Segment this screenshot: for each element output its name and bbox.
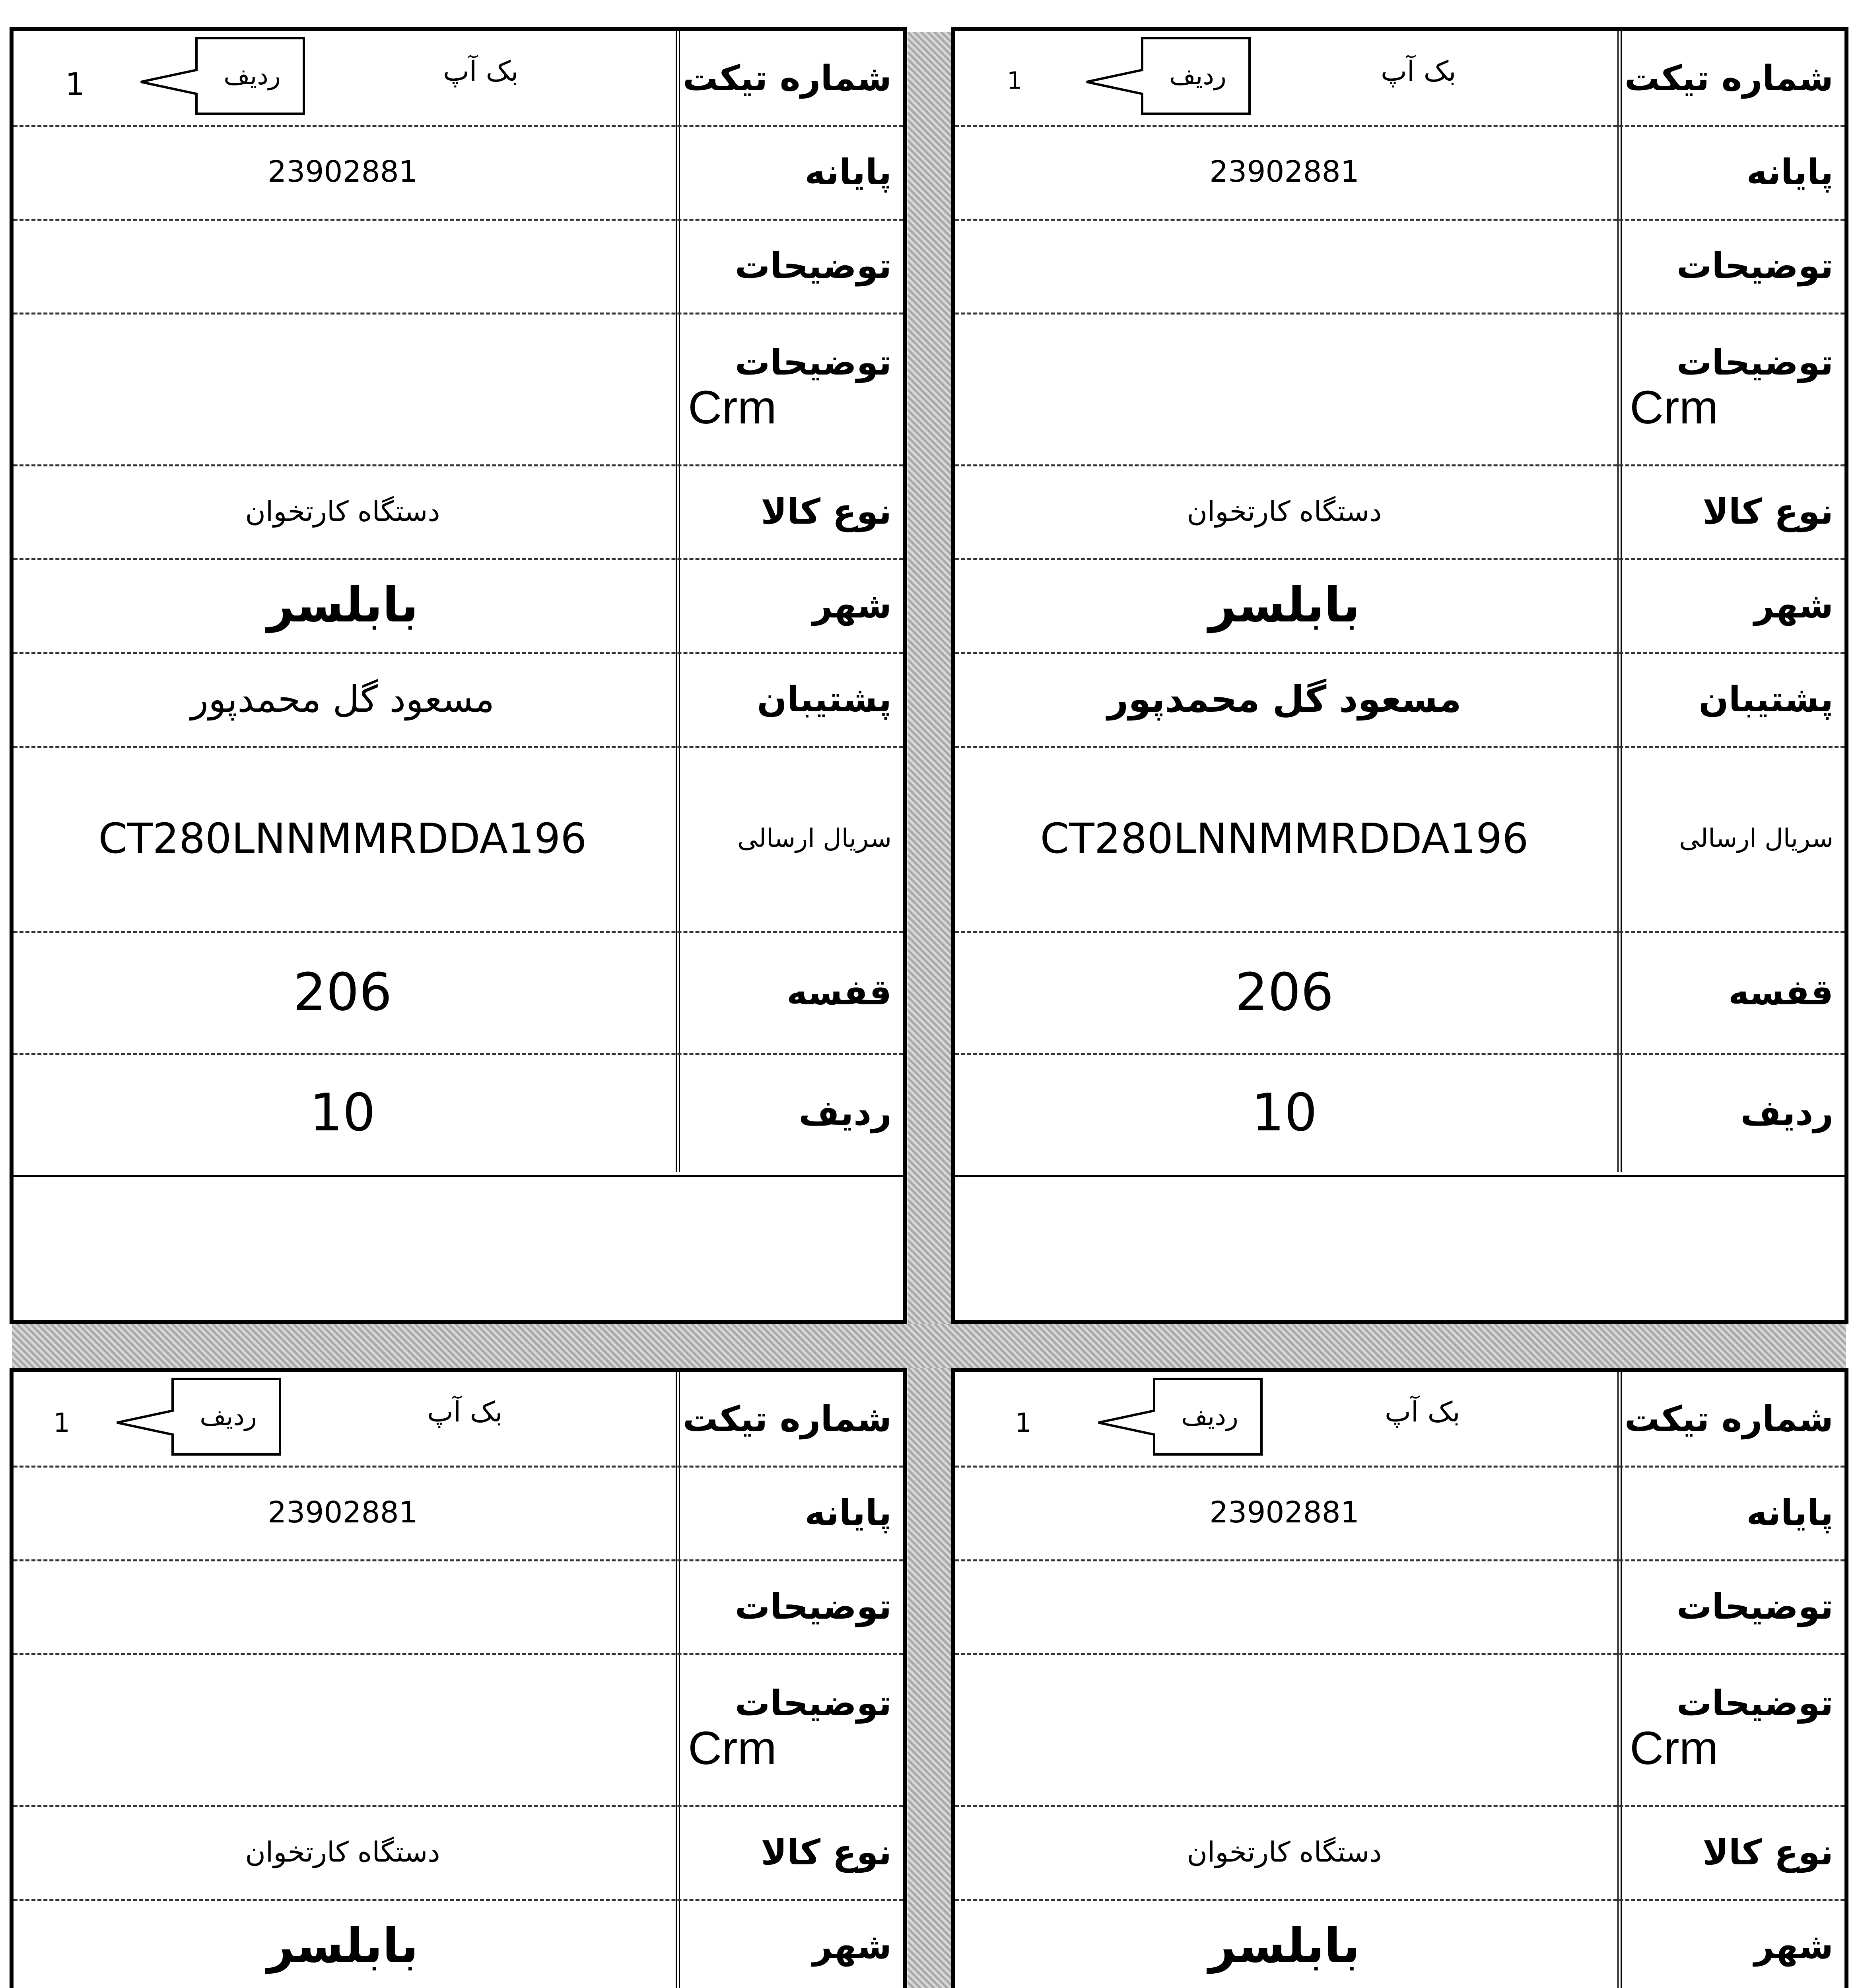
row-callout [117,34,308,118]
row-description [955,219,1844,315]
row-goods-type [14,1805,903,1901]
serial-value: CT280LNNMMRDDA196 [98,814,587,863]
row-crm-description [14,313,903,466]
label-ticket-number: شماره تیکت [1624,1398,1833,1439]
label-crm-description-line2: Crm [1630,381,1718,434]
cage-value: 206 [1235,962,1334,1022]
description-value [955,1559,1613,1653]
terminal-value: 23902881 [1209,1495,1359,1530]
serial-value: CT280LNNMMRDDA196 [1040,814,1529,863]
crm-description-value [14,313,672,464]
callout-label: ردیف [1169,61,1226,91]
row-serial [955,746,1844,933]
label-goods-type: نوع کالا [761,1831,892,1873]
terminal-value: 23902881 [1209,155,1359,189]
label-terminal: پایانه [805,151,892,192]
label-cage: قفسه [787,971,892,1013]
label-cage: قفسه [1728,971,1833,1013]
label-serial: سریال ارسالی [737,824,892,853]
label-serial: سریال ارسالی [1679,824,1833,853]
label-crm-description-line2: Crm [688,381,777,434]
callout-label: ردیف [200,1402,257,1431]
row-callout [93,1375,284,1458]
row-description [14,1559,903,1655]
background-divider-horizontal [12,1324,1846,1368]
terminal-value: 23902881 [268,155,418,189]
header-row-number: 1 [1015,1408,1032,1438]
row-goods-type [14,464,903,560]
row-terminal [955,1466,1844,1561]
row-city [14,558,903,654]
crm-description-value [955,313,1613,464]
label-terminal: پایانه [1746,151,1833,192]
header-row-number: 1 [53,1408,70,1438]
row-city [955,1899,1844,1988]
city-value: بابلسر [267,1918,418,1974]
label-support: پشتیبان [757,678,892,720]
row-value: 10 [1251,1082,1318,1143]
row-ticket-number [955,1372,1844,1468]
crm-description-value [14,1653,672,1805]
label-goods-type: نوع کالا [1703,491,1833,532]
backup-text: بک آپ [1381,55,1456,87]
label-row: ردیف [1740,1092,1833,1133]
row-description [14,219,903,315]
row-row [14,1053,903,1172]
label-description: توضیحات [735,245,892,286]
label-goods-type: نوع کالا [761,491,892,532]
row-goods-type [955,1805,1844,1901]
row-crm-description [955,1653,1844,1807]
row-ticket-number [14,1372,903,1468]
goods-type-value: دستگاه کارتخوان [245,495,440,528]
row-serial [14,746,903,933]
goods-type-value: دستگاه کارتخوان [1187,1836,1382,1868]
ticket-card-bottom-left [10,1368,907,1988]
support-value: مسعود گل محمدپور [1107,678,1462,720]
row-terminal [14,1466,903,1561]
row-crm-description [955,313,1844,466]
label-city: شهر [1754,584,1833,626]
label-description: توضیحات [735,1586,892,1627]
row-description [955,1559,1844,1655]
header-row-number: 1 [1007,67,1022,95]
label-description: توضیحات [1676,245,1833,286]
label-city: شهر [1754,1925,1833,1967]
label-crm-description-line1: توضیحات [1676,342,1833,383]
row-city [955,558,1844,654]
label-crm-description [1622,313,1844,464]
city-value: بابلسر [267,577,418,633]
label-ticket-number: شماره تیکت [682,57,892,99]
ticket-card-top-right [951,27,1848,1324]
row-callout [1075,1375,1265,1458]
row-support [955,652,1844,748]
city-value: بابلسر [1209,577,1360,633]
label-terminal: پایانه [1746,1492,1833,1533]
header-row-number: 1 [65,67,85,103]
description-value [14,219,672,313]
backup-text: بک آپ [1385,1396,1460,1428]
goods-type-value: دستگاه کارتخوان [1187,495,1382,528]
label-goods-type: نوع کالا [1703,1831,1833,1873]
row-ticket-number [955,31,1844,127]
label-city: شهر [812,584,892,626]
callout-label: ردیف [224,61,281,91]
label-crm-description-line1: توضیحات [735,342,892,383]
card-footer [955,1175,1844,1320]
row-support [14,652,903,748]
row-ticket-number [14,31,903,127]
row-cage [14,931,903,1055]
row-value: 10 [309,1082,376,1143]
row-crm-description [14,1653,903,1807]
backup-text: بک آپ [443,55,519,87]
label-ticket-number: شماره تیکت [1624,57,1833,99]
row-cage [955,931,1844,1055]
label-description: توضیحات [1676,1586,1833,1627]
card-footer [14,1175,903,1320]
city-value: بابلسر [1209,1918,1360,1974]
label-support: پشتیبان [1699,678,1833,720]
label-ticket-number: شماره تیکت [682,1398,892,1439]
label-terminal: پایانه [805,1492,892,1533]
row-row [955,1053,1844,1172]
label-crm-description [680,1653,903,1805]
label-crm-description-line2: Crm [688,1722,777,1774]
row-callout [1063,34,1254,118]
crm-description-value [955,1653,1613,1805]
label-crm-description-line2: Crm [1630,1722,1718,1774]
row-terminal [14,125,903,221]
description-value [14,1559,672,1653]
row-terminal [955,125,1844,221]
label-crm-description [1622,1653,1844,1805]
row-city [14,1899,903,1988]
description-value [955,219,1613,313]
label-crm-description-line1: توضیحات [735,1682,892,1724]
goods-type-value: دستگاه کارتخوان [245,1836,440,1868]
cage-value: 206 [293,962,392,1022]
label-crm-description-line1: توضیحات [1676,1682,1833,1724]
terminal-value: 23902881 [268,1495,418,1530]
background-divider-vertical [908,32,951,1988]
ticket-card-top-left [10,27,907,1324]
row-goods-type [955,464,1844,560]
callout-label: ردیف [1181,1402,1238,1431]
support-value: مسعود گل محمدپور [190,678,495,720]
label-city: شهر [812,1925,892,1967]
ticket-card-bottom-right [951,1368,1848,1988]
label-crm-description [680,313,903,464]
backup-text: بک آپ [427,1396,503,1428]
label-row: ردیف [799,1092,892,1133]
